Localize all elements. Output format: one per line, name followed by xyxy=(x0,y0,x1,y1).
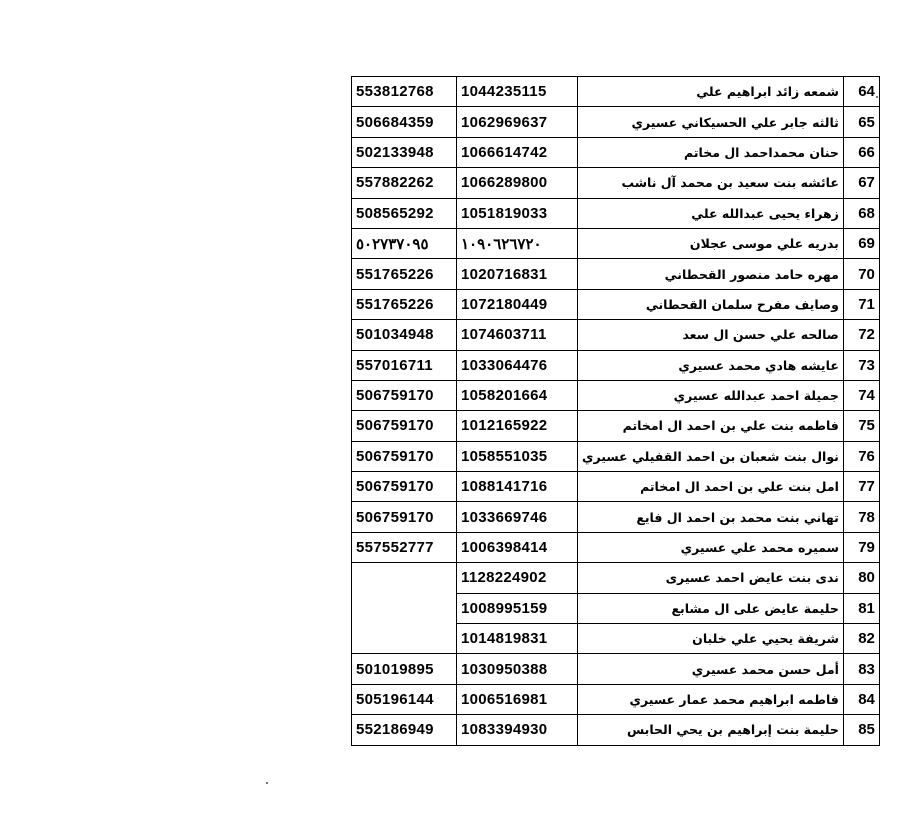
phone-cell: 508565292 xyxy=(352,198,457,228)
row-number-cell: 73 xyxy=(843,350,879,380)
row-number-cell: 66 xyxy=(843,137,879,167)
table-row xyxy=(352,502,880,532)
row-number-cell: 65 xyxy=(843,107,879,137)
name-cell: نوال بنت شعبان بن احمد القفيلي عسيري xyxy=(578,441,844,471)
name-cell: تهاني بنت محمد بن احمد ال فايع xyxy=(578,502,844,532)
row-number-cell: 84 xyxy=(843,684,879,714)
id-number-cell: 1008995159 xyxy=(457,593,578,623)
table-row xyxy=(352,350,880,380)
phone-cell: 551765226 xyxy=(352,289,457,319)
id-number-cell: 1088141716 xyxy=(457,472,578,502)
phone-cell: 552186949 xyxy=(352,715,457,745)
phone-cell xyxy=(352,593,457,623)
name-cell: بدريه علي موسى عجلان xyxy=(578,228,844,258)
row-number-cell: 71 xyxy=(843,289,879,319)
name-cell: فاطمه بنت علي بن احمد ال امخاتم xyxy=(578,411,844,441)
name-cell: زهراء يحيى عبدالله علي xyxy=(578,198,844,228)
name-cell: صالحه علي حسن ال سعد xyxy=(578,320,844,350)
records-table xyxy=(351,76,880,746)
id-number-cell: 1044235115 xyxy=(457,77,578,107)
row-number-cell: 83 xyxy=(843,654,879,684)
row-number-cell: 72 xyxy=(843,320,879,350)
name-cell: مهره حامد منصور القحطاني xyxy=(578,259,844,289)
id-number-cell: ١٠٩٠٦٢٦٧٢٠ xyxy=(457,228,578,258)
phone-cell: 502133948 xyxy=(352,137,457,167)
id-number-cell: 1033064476 xyxy=(457,350,578,380)
row-number-cell: 67 xyxy=(843,168,879,198)
name-cell: ثالثه جابر علي الحسيكاني عسيري xyxy=(578,107,844,137)
name-cell: جميلة احمد عبدالله عسيري xyxy=(578,380,844,410)
row-number-cell: 80 xyxy=(843,563,879,593)
phone-cell: 506759170 xyxy=(352,411,457,441)
phone-cell: 501034948 xyxy=(352,320,457,350)
row-number-cell: 85 xyxy=(843,715,879,745)
phone-cell: 551765226 xyxy=(352,259,457,289)
table-row xyxy=(352,684,880,714)
table-row xyxy=(352,715,880,745)
id-number-cell: 1012165922 xyxy=(457,411,578,441)
table-row xyxy=(352,563,880,593)
id-number-cell: 1074603711 xyxy=(457,320,578,350)
id-number-cell: 1128224902 xyxy=(457,563,578,593)
table-row xyxy=(352,624,880,654)
name-cell: عائشه بنت سعيد بن محمد آل ناشب xyxy=(578,168,844,198)
id-number-cell: 1030950388 xyxy=(457,654,578,684)
phone-cell: 506759170 xyxy=(352,502,457,532)
table-row xyxy=(352,198,880,228)
id-number-cell: 1066289800 xyxy=(457,168,578,198)
name-cell: عايشه هادي محمد عسيري xyxy=(578,350,844,380)
name-cell: شريفة يحيي علي خلبان xyxy=(578,624,844,654)
phone-cell: 505196144 xyxy=(352,684,457,714)
name-cell: حنان محمداحمد ال مخاتم xyxy=(578,137,844,167)
name-cell: شمعه زائد ابراهيم علي xyxy=(578,77,844,107)
table-row xyxy=(352,259,880,289)
table-row xyxy=(352,137,880,167)
phone-cell: 557882262 xyxy=(352,168,457,198)
id-number-cell: 1062969637 xyxy=(457,107,578,137)
id-number-cell: 1014819831 xyxy=(457,624,578,654)
id-number-cell: 1058551035 xyxy=(457,441,578,471)
scan-speck xyxy=(266,782,268,784)
phone-cell: 501019895 xyxy=(352,654,457,684)
table-row xyxy=(352,654,880,684)
id-number-cell: 1058201664 xyxy=(457,380,578,410)
id-number-cell: 1083394930 xyxy=(457,715,578,745)
id-number-cell: 1006398414 xyxy=(457,532,578,562)
id-number-cell: 1020716831 xyxy=(457,259,578,289)
phone-cell: 506759170 xyxy=(352,380,457,410)
phone-cell: ٥٠٢٧٣٧٠٩٥ xyxy=(352,228,457,258)
name-cell: امل بنت علي بن احمد ال امخاتم xyxy=(578,472,844,502)
table-row xyxy=(352,441,880,471)
phone-cell xyxy=(352,624,457,654)
table-row xyxy=(352,472,880,502)
name-cell: حليمة بنت إبراهيم بن يحي الحابس xyxy=(578,715,844,745)
id-number-cell: 1051819033 xyxy=(457,198,578,228)
row-number-cell: 64 xyxy=(843,77,879,107)
table-row xyxy=(352,320,880,350)
row-number-cell: 70 xyxy=(843,259,879,289)
row-number-cell: 79 xyxy=(843,532,879,562)
name-cell: فاطمه ابراهيم محمد عمار عسيري xyxy=(578,684,844,714)
name-cell: حليمة عايض على ال مشابع xyxy=(578,593,844,623)
id-number-cell: 1072180449 xyxy=(457,289,578,319)
row-number-cell: 81 xyxy=(843,593,879,623)
phone-cell: 506684359 xyxy=(352,107,457,137)
table-row xyxy=(352,411,880,441)
name-cell: سميره محمد علي عسيري xyxy=(578,532,844,562)
table-row xyxy=(352,168,880,198)
row-number-cell: 78 xyxy=(843,502,879,532)
id-number-cell: 1006516981 xyxy=(457,684,578,714)
phone-cell: 557552777 xyxy=(352,532,457,562)
name-cell: ندى بنت عايض احمد عسيرى xyxy=(578,563,844,593)
id-number-cell: 1033669746 xyxy=(457,502,578,532)
table-row xyxy=(352,532,880,562)
row-number-cell: 69 xyxy=(843,228,879,258)
scan-speck xyxy=(876,96,878,98)
row-number-cell: 68 xyxy=(843,198,879,228)
table-row xyxy=(352,107,880,137)
table-row xyxy=(352,77,880,107)
table-row xyxy=(352,380,880,410)
name-cell: وصايف مفرح سلمان القحطاني xyxy=(578,289,844,319)
name-cell: أمل حسن محمد عسيري xyxy=(578,654,844,684)
table-row xyxy=(352,289,880,319)
phone-cell: 506759170 xyxy=(352,472,457,502)
records-body xyxy=(352,77,880,746)
row-number-cell: 75 xyxy=(843,411,879,441)
row-number-cell: 74 xyxy=(843,380,879,410)
phone-cell xyxy=(352,563,457,593)
phone-cell: 553812768 xyxy=(352,77,457,107)
phone-cell: 557016711 xyxy=(352,350,457,380)
row-number-cell: 77 xyxy=(843,472,879,502)
table-row xyxy=(352,593,880,623)
table-row xyxy=(352,228,880,258)
row-number-cell: 76 xyxy=(843,441,879,471)
phone-cell: 506759170 xyxy=(352,441,457,471)
row-number-cell: 82 xyxy=(843,624,879,654)
id-number-cell: 1066614742 xyxy=(457,137,578,167)
